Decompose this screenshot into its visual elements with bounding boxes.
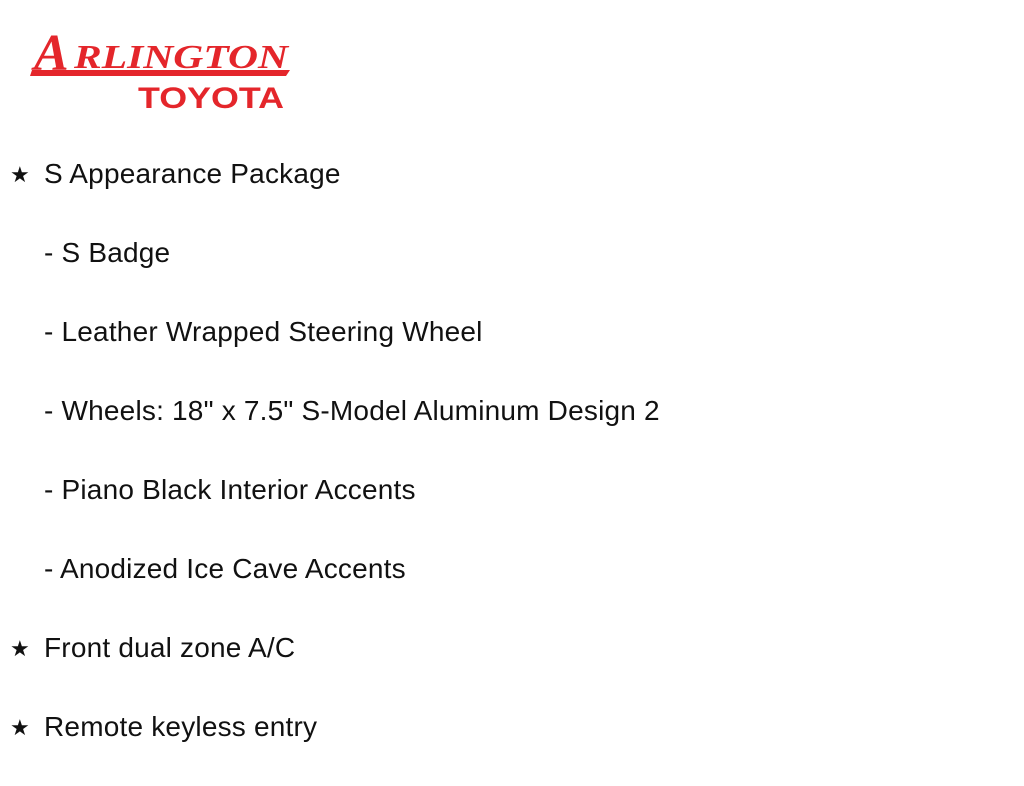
feature-text: - Anodized Ice Cave Accents [44, 553, 406, 584]
feature-item [0, 707, 1024, 786]
feature-subitem [0, 549, 1024, 628]
feature-subitem [0, 470, 1024, 549]
feature-subitem [0, 233, 1024, 312]
dealer-logo [28, 18, 308, 118]
feature-subitem [0, 391, 1024, 470]
logo-initial: A [34, 25, 69, 82]
logo-line2: TOYOTA [138, 82, 284, 115]
feature-text: Remote keyless entry [44, 711, 318, 742]
feature-text: - Wheels: 18" x 7.5" S-Model Aluminum Design 2 [44, 395, 660, 426]
star-icon: ★ [10, 636, 30, 661]
feature-text: Front dual zone A/C [44, 632, 296, 663]
star-icon: ★ [10, 715, 30, 740]
feature-text: - S Badge [44, 237, 171, 268]
feature-text: S Appearance Package [44, 158, 341, 189]
feature-item [0, 154, 1024, 233]
arlington-toyota-logo [28, 18, 308, 118]
feature-text: - Leather Wrapped Steering Wheel [44, 316, 483, 347]
feature-subitem [0, 312, 1024, 391]
feature-text: - Piano Black Interior Accents [44, 474, 416, 505]
feature-item [0, 628, 1024, 707]
logo-line1: RLINGTON [72, 39, 290, 76]
star-icon: ★ [10, 162, 30, 187]
feature-list [0, 154, 1024, 786]
